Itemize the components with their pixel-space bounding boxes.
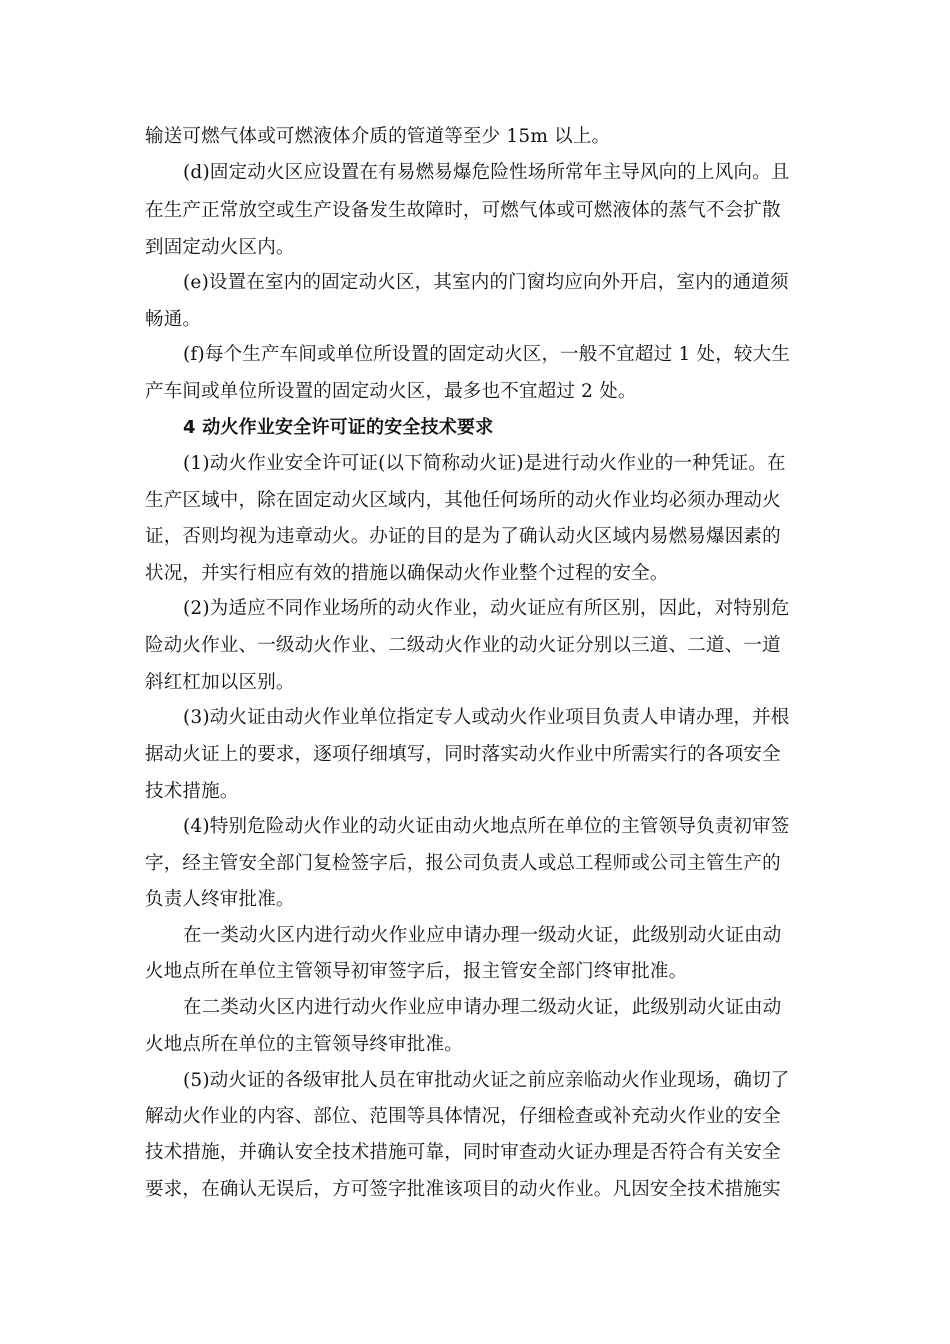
text-line: 输送可燃气体或可燃液体介质的管道等至少 15m 以上。	[145, 126, 611, 147]
text-line: 在一类动火区内进行动火作业应申请办理一级动火证，此级别动火证由动	[183, 925, 782, 946]
text-line: 生产区域中，除在固定动火区域内，其他任何场所的动火作业均必须办理动火	[145, 490, 781, 511]
text-line: (3)动火证由动火作业单位指定专人或动火作业项目负责人申请办理，并根	[183, 707, 790, 728]
text-line: 火地点所在单位主管领导初审签字后，报主管安全部门终审批准。	[145, 961, 688, 982]
text-line: 斜红杠加以区别。	[145, 672, 295, 693]
text-line: (2)为适应不同作业场所的动火作业，动火证应有所区别，因此，对特别危	[183, 598, 790, 619]
text-line: 证，否则均视为违章动火。办证的目的是为了确认动火区域内易燃易爆因素的	[145, 526, 781, 547]
text-line: 据动火证上的要求，逐项仔细填写，同时落实动火作业中所需实行的各项安全	[145, 744, 781, 765]
text-line: 技术措施，并确认安全技术措施可靠，同时审查动火证办理是否符合有关安全	[145, 1142, 781, 1163]
text-line: 在二类动火区内进行动火作业应申请办理二级动火证，此级别动火证由动	[183, 997, 782, 1018]
text-line: (4)特别危险动火作业的动火证由动火地点所在单位的主管领导负责初审签	[183, 816, 790, 837]
text-line: 负责人终审批准。	[145, 889, 295, 910]
text-line: 产车间或单位所设置的固定动火区，最多也不宜超过 2 处。	[145, 381, 637, 402]
text-line: 技术措施。	[145, 781, 239, 802]
text-line: 在生产正常放空或生产设备发生故障时，可燃气体或可燃液体的蒸气不会扩散	[145, 200, 781, 221]
text-line: (1)动火作业安全许可证(以下简称动火证)是进行动火作业的一种凭证。在	[183, 453, 786, 474]
text-line: 状况，并实行相应有效的措施以确保动火作业整个过程的安全。	[145, 563, 669, 584]
text-line: 要求，在确认无误后，方可签字批准该项目的动火作业。凡因安全技术措施实	[145, 1179, 781, 1200]
text-line: 到固定动火区内。	[145, 237, 295, 258]
text-line: 解动火作业的内容、部位、范围等具体情况，仔细检查或补充动火作业的安全	[145, 1106, 781, 1127]
text-line: 险动火作业、一级动火作业、二级动火作业的动火证分别以三道、二道、一道	[145, 635, 781, 656]
section-heading: 4 动火作业安全许可证的安全技术要求	[183, 417, 494, 438]
text-line: (d)固定动火区应设置在有易燃易爆危险性场所常年主导风向的上风向。且	[183, 162, 790, 183]
text-line: (5)动火证的各级审批人员在审批动火证之前应亲临动火作业现场，确切了	[183, 1070, 790, 1091]
text-line: (e)设置在室内的固定动火区，其室内的门窗均应向外开启，室内的通道须	[183, 272, 789, 293]
text-line: 火地点所在单位的主管领导终审批准。	[145, 1034, 463, 1055]
text-line: (f)每个生产车间或单位所设置的固定动火区，一般不宜超过 1 处，较大生	[183, 344, 791, 365]
text-line: 字，经主管安全部门复检签字后，报公司负责人或总工程师或公司主管生产的	[145, 853, 781, 874]
text-line: 畅通。	[145, 309, 202, 330]
